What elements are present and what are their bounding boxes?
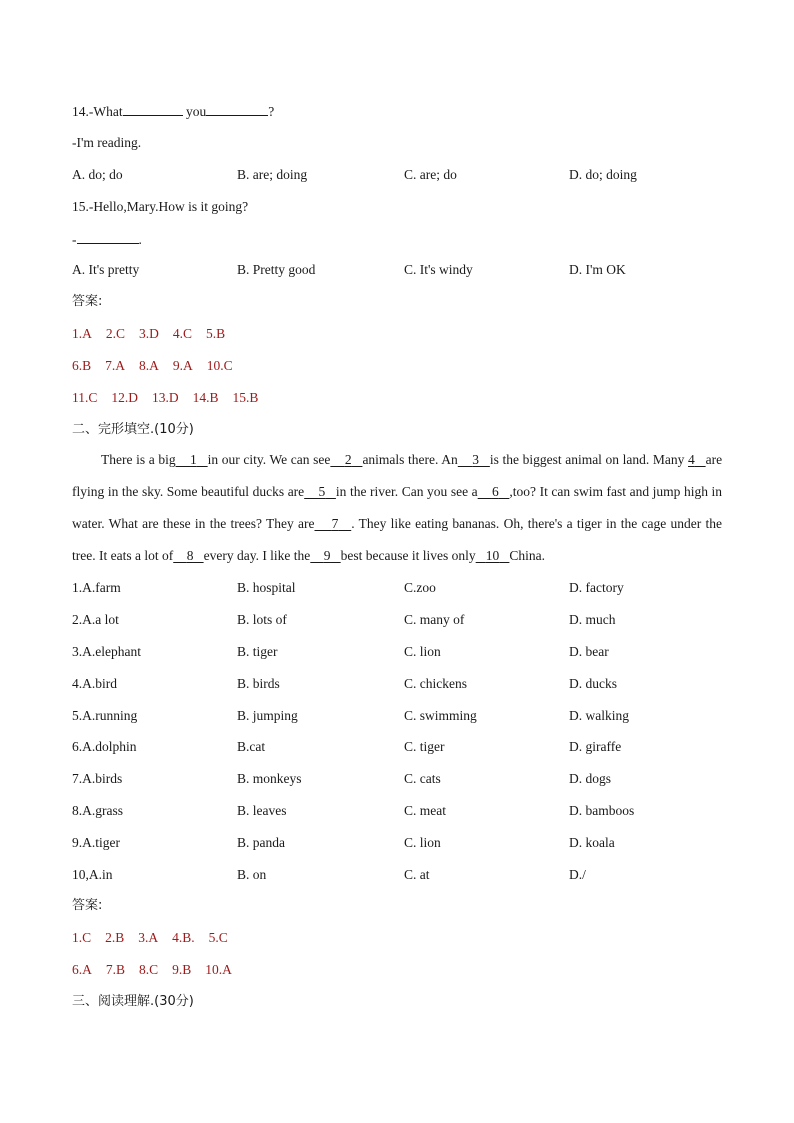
option: C. swimming (404, 708, 477, 723)
option: 9.A.tiger (72, 835, 120, 850)
option: B. birds (237, 676, 280, 691)
option: D. dogs (569, 771, 612, 786)
option: D. bamboos (569, 803, 635, 818)
answer-item: 7.A (105, 358, 126, 373)
blank-number: 4 (688, 452, 695, 467)
cloze-question (72, 643, 732, 661)
option: 5.A.running (72, 708, 138, 723)
blank-number: 6 (491, 484, 499, 499)
question-14-text-b: you (185, 104, 207, 119)
answer-item: 6.B (72, 358, 92, 373)
answer-item: 4.B. (172, 930, 195, 945)
answer-item: 11.C (72, 390, 98, 405)
answer-blank (77, 230, 139, 244)
option: C.zoo (404, 580, 436, 595)
option: 10,A.in (72, 867, 113, 882)
option: 6.A.dolphin (72, 739, 137, 754)
blank-number: 3 (472, 452, 479, 467)
section-2-heading: 二、完形填空.(10分) (72, 422, 194, 437)
option: C. lion (404, 644, 441, 659)
cloze-question (72, 611, 732, 629)
passage-text: . They like eating bananas. Oh, there's a tiger in the cage under the tree. It eats a lot of (72, 516, 723, 563)
option: D. I'm OK (569, 262, 626, 277)
answer-item: 4.C (172, 326, 193, 341)
option: 1.A.farm (72, 580, 121, 595)
passage-text: in the river. Can you see a (335, 484, 478, 499)
answer-row (72, 961, 246, 979)
option: D. bear (569, 644, 609, 659)
answer-item: 15.B (232, 390, 259, 405)
option: B. monkeys (237, 771, 302, 786)
answer-blank (206, 102, 268, 116)
option: A. do; do (72, 167, 123, 182)
option: 3.A.elephant (72, 644, 141, 659)
option: B. panda (237, 835, 285, 850)
answer-item: 2.C (105, 326, 126, 341)
blank-number: 5 (318, 484, 326, 499)
option: B. leaves (237, 803, 287, 818)
option: D. walking (569, 708, 629, 723)
option: 4.A.bird (72, 676, 117, 691)
option: C. chickens (404, 676, 467, 691)
option: B.cat (237, 739, 266, 754)
option: D. much (569, 612, 616, 627)
answer-item: 6.A (72, 962, 92, 977)
question-15-options (72, 261, 732, 279)
cloze-question (72, 675, 732, 693)
question-15-reply (72, 230, 142, 249)
answer-item: 13.D (152, 390, 179, 405)
option: C. cats (404, 771, 441, 786)
answer-item: 5.B (206, 326, 226, 341)
answer-item: 1.C (72, 930, 92, 945)
option: C. lion (404, 835, 441, 850)
passage-text: is the biggest animal on land. Many (489, 452, 689, 467)
answer-item: 9.B (172, 962, 192, 977)
option: B. Pretty good (237, 262, 316, 277)
option: B. lots of (237, 612, 287, 627)
cloze-question (72, 579, 732, 597)
option: B. tiger (237, 644, 278, 659)
option: B. hospital (237, 580, 296, 595)
question-14-reply: -I'm reading. (72, 135, 142, 150)
option: A. It's pretty (72, 262, 140, 277)
cloze-passage (72, 444, 722, 572)
answer-item: 3.D (139, 326, 159, 341)
option: B. are; doing (237, 167, 308, 182)
answer-item: 7.B (105, 962, 126, 977)
passage-text: in our city. We can see (207, 452, 331, 467)
cloze-question (72, 802, 732, 820)
answer-blank (123, 102, 183, 116)
answer-row (72, 325, 239, 343)
answer-item: 10.C (206, 358, 233, 373)
blank-number: 10 (485, 548, 500, 563)
question-14-text-c: ? (268, 104, 275, 119)
passage-text: There is a big (101, 452, 176, 467)
option: B. jumping (237, 708, 298, 723)
option: D. do; doing (569, 167, 637, 182)
question-15-reply-suffix: . (138, 232, 142, 247)
passage-text: China. (509, 548, 546, 563)
option: C. many of (404, 612, 465, 627)
option: D. factory (569, 580, 624, 595)
option: C. It's windy (404, 262, 473, 277)
answer-item: 5.C (208, 930, 228, 945)
option: C. at (404, 867, 430, 882)
option: B. on (237, 867, 267, 882)
cloze-question (72, 738, 732, 756)
option: 8.A.grass (72, 803, 123, 818)
option: C. are; do (404, 167, 457, 182)
cloze-question (72, 834, 732, 852)
passage-text: animals there. An (362, 452, 458, 467)
question-15-stem: 15.-Hello,Mary.How is it going? (72, 199, 249, 214)
answer-item: 3.A (138, 930, 159, 945)
question-14-options (72, 166, 732, 184)
passage-text: every day. I like the (203, 548, 311, 563)
answer-label: 答案: (72, 898, 103, 913)
option: C. meat (404, 803, 446, 818)
answer-item: 12.D (111, 390, 139, 405)
passage-text: ,too? It can swim fast and jump high in water. What are these in the trees? They are (72, 484, 723, 531)
answer-item: 10.A (205, 962, 232, 977)
option: D. koala (569, 835, 615, 850)
answer-item: 1.A (72, 326, 92, 341)
blank-number: 2 (344, 452, 352, 467)
answer-row (72, 389, 272, 407)
passage-text: best because it lives only (340, 548, 476, 563)
question-14-text-a: 14.-What (72, 104, 123, 119)
question-14-stem (72, 102, 274, 121)
section-3-heading: 三、阅读理解.(30分) (72, 994, 194, 1009)
blank-number: 1 (190, 452, 197, 467)
answer-item: 8.A (139, 358, 159, 373)
option: 2.A.a lot (72, 612, 119, 627)
answer-item: 9.A (172, 358, 193, 373)
answer-item: 14.B (192, 390, 219, 405)
option: C. tiger (404, 739, 445, 754)
answer-item: 2.B (105, 930, 125, 945)
cloze-question (72, 866, 732, 884)
option: 7.A.birds (72, 771, 123, 786)
question-15-reply-prefix: - (72, 232, 77, 247)
cloze-question (72, 770, 732, 788)
blank-number: 7 (331, 516, 339, 531)
option: D. giraffe (569, 739, 622, 754)
passage-text: are flying in the sky. Some beautiful ducks are (72, 452, 723, 499)
answer-row (72, 929, 242, 947)
answer-label: 答案: (72, 294, 103, 309)
option: D. ducks (569, 676, 617, 691)
option: D./ (569, 867, 586, 882)
answer-item: 8.C (139, 962, 159, 977)
blank-number: 9 (323, 548, 331, 563)
cloze-question (72, 707, 732, 725)
answer-row (72, 357, 247, 375)
blank-number: 8 (186, 548, 194, 563)
